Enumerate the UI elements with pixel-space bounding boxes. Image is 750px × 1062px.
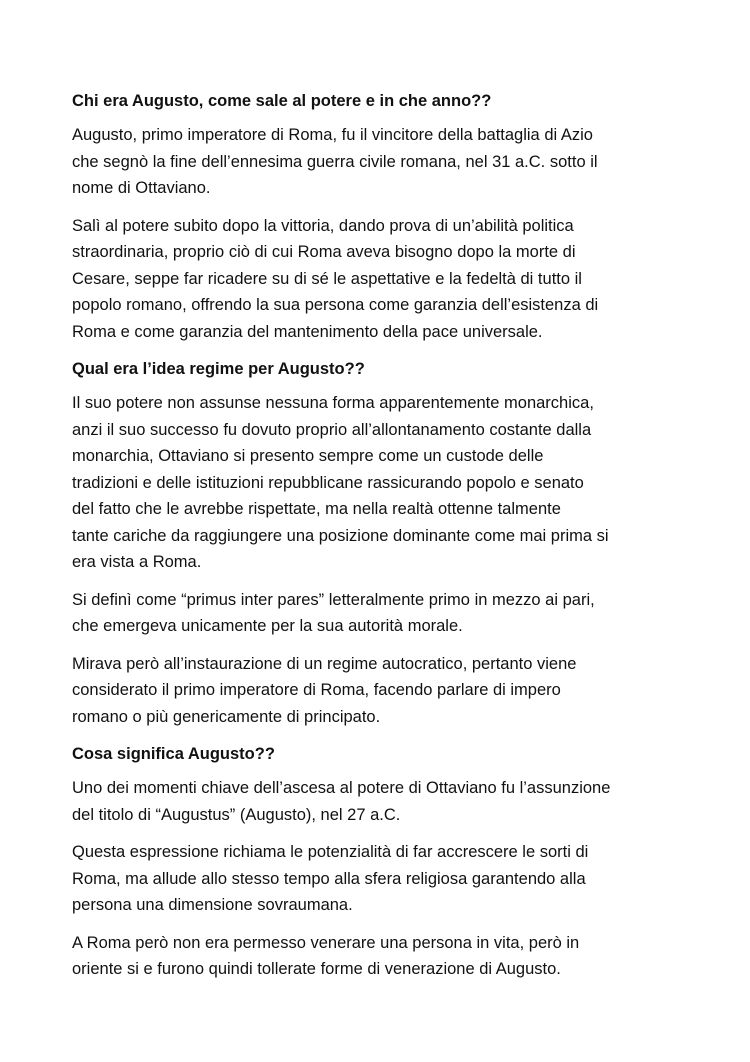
section-heading: Cosa significa Augusto?? — [72, 745, 275, 763]
text-line: oriente si e furono quindi tollerate forme di venerazione di Augusto. — [72, 960, 561, 978]
text-line: del fatto che le avrebbe rispettate, ma nella realtà ottenne talmente — [72, 500, 561, 518]
paragraph — [72, 122, 682, 202]
text-line: tradizioni e delle istituzioni repubblicane rassicurando popolo e senato — [72, 473, 584, 492]
paragraph — [72, 651, 682, 731]
paragraph — [72, 587, 682, 640]
text-line: Roma e come garanzia del mantenimento della pace universale. — [72, 322, 543, 341]
text-line: Il suo potere non assunse nessuna forma apparentemente monarchica, — [72, 394, 594, 412]
text-line: Uno dei momenti chiave dell’ascesa al potere di Ottaviano fu l’assunzione — [72, 779, 611, 797]
text-line: che emergeva unicamente per la sua autorità morale. — [72, 617, 463, 635]
text-line: che segnò la fine dell’ennesima guerra civile romana, nel 31 a.C. sotto il — [72, 152, 598, 171]
paragraph — [72, 775, 682, 828]
text-line: Augusto, primo imperatore di Roma, fu il vincitore della battaglia di Azio — [72, 126, 593, 144]
text-line: era vista a Roma. — [72, 553, 202, 571]
text-line: romano o più genericamente di principato. — [72, 707, 381, 726]
text-line: popolo romano, offrendo la sua persona come garanzia dell’esistenza di — [72, 296, 599, 314]
section-idea-regime — [72, 356, 682, 730]
text-line: A Roma però non era permesso venerare una persona in vita, però in — [72, 933, 580, 952]
paragraph — [72, 839, 682, 919]
text-line: straordinaria, proprio ciò di cui Roma aveva bisogno dopo la morte di — [72, 243, 576, 261]
text-line: Roma, ma allude allo stesso tempo alla sfera religiosa garantendo alla — [72, 869, 586, 888]
text-line: tante cariche da raggiungere una posizione dominante come mai prima si — [72, 526, 609, 545]
text-line: Questa espressione richiama le potenzialità di far accrescere le sorti di — [72, 843, 589, 861]
paragraph — [72, 390, 682, 576]
text-line: monarchia, Ottaviano si presento sempre come un custode delle — [72, 447, 544, 465]
text-line: Salì al potere subito dopo la vittoria, dando prova di un’abilità politica — [72, 216, 574, 235]
section-significato-augusto — [72, 741, 682, 983]
text-line: Si definì come “primus inter pares” letteralmente primo in mezzo ai pari, — [72, 590, 595, 609]
paragraph — [72, 213, 682, 346]
section-heading: Chi era Augusto, come sale al potere e in che anno?? — [72, 92, 492, 110]
text-line: persona una dimensione sovraumana. — [72, 896, 353, 914]
section-augusto-chi-era — [72, 88, 682, 345]
text-line: del titolo di “Augustus” (Augusto), nel 27 a.C. — [72, 805, 401, 824]
section-heading: Qual era l’idea regime per Augusto?? — [72, 360, 365, 378]
text-line: considerato il primo imperatore di Roma, facendo parlare di impero — [72, 681, 561, 699]
document-page — [72, 88, 682, 994]
text-line: Mirava però all’instaurazione di un regime autocratico, pertanto viene — [72, 654, 577, 673]
paragraph — [72, 930, 682, 983]
text-line: nome di Ottaviano. — [72, 179, 211, 197]
text-line: anzi il suo successo fu dovuto proprio all’allontanamento costante dalla — [72, 420, 592, 439]
text-line: Cesare, seppe far ricadere su di sé le aspettative e la fedeltà di tutto il — [72, 269, 582, 288]
